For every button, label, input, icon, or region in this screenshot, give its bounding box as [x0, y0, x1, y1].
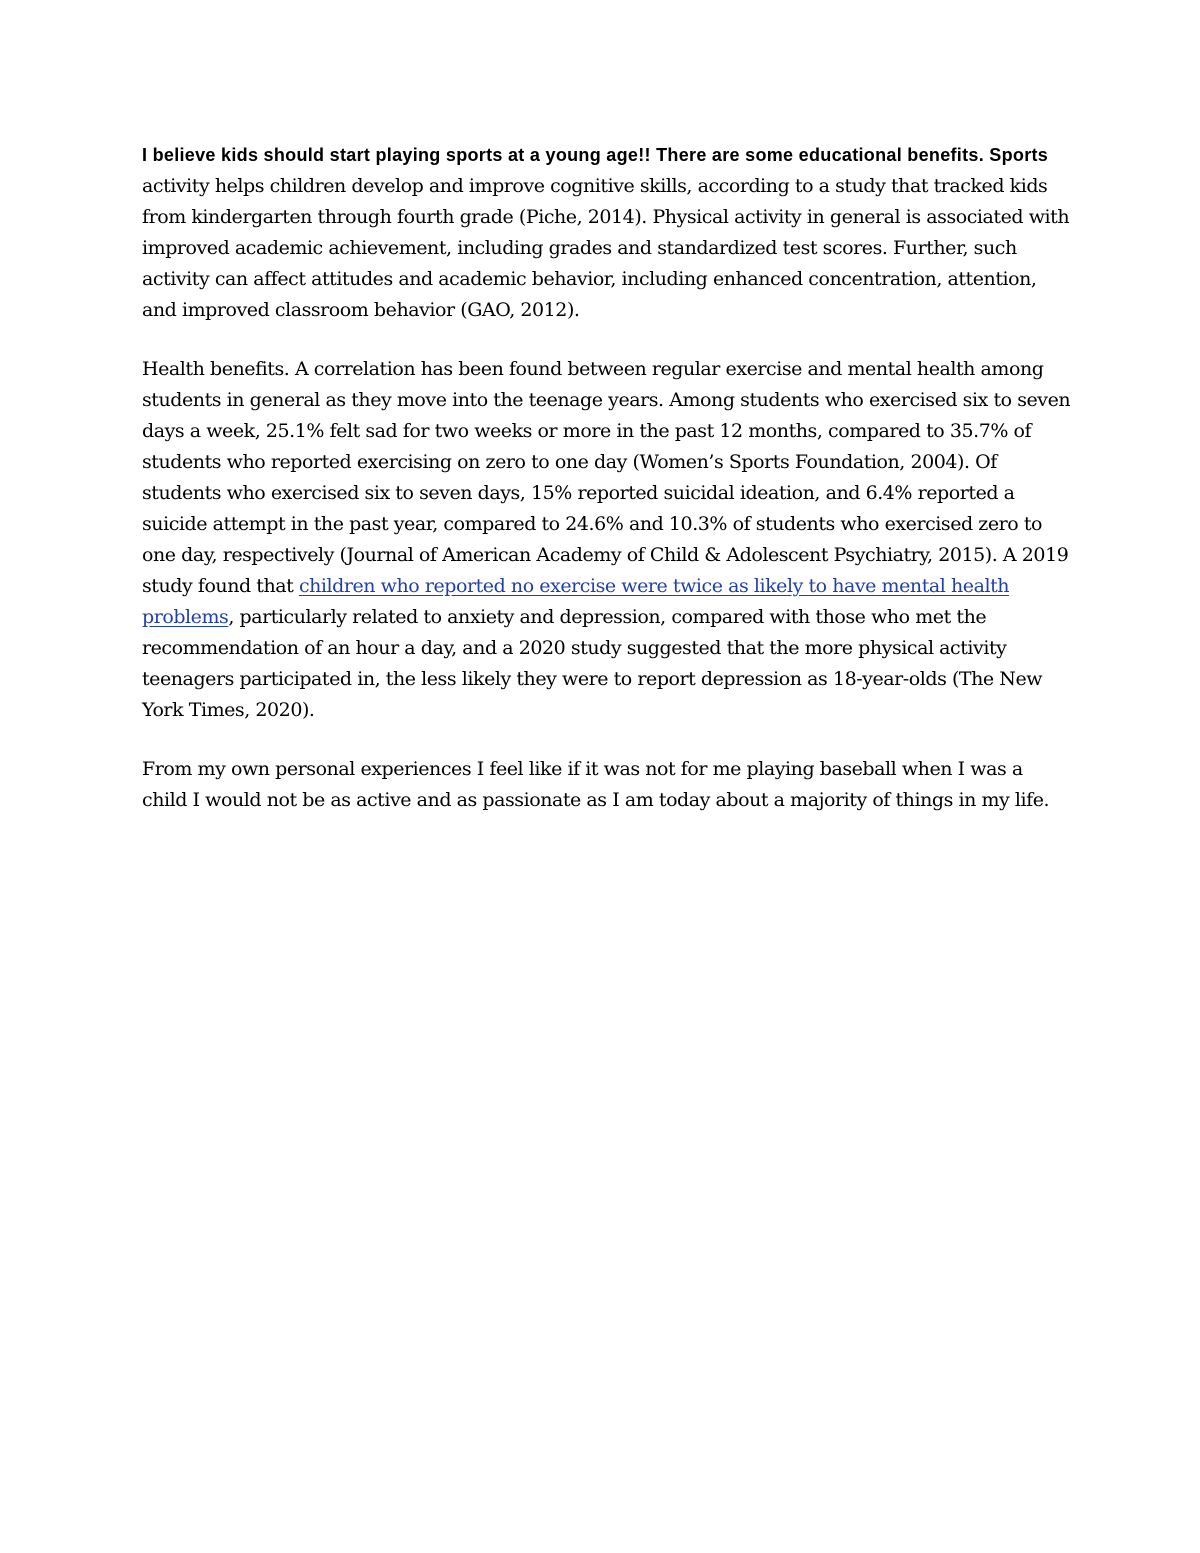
paragraph-educational-benefits [142, 140, 1072, 326]
intro-bold-text: I believe kids should start playing sports at a young age!! There are some educational benefits. Sports [142, 145, 1049, 165]
paragraph-health-benefits [142, 354, 1072, 726]
paragraph-2-text-before-link: Health benefits. A correlation has been found between regular exercise and mental health among students in general as they move into the teenage years. Among students who exercised six to seven days a week, 25.1% felt sad for two weeks or more in the past 12 months, compared to 35.7% of students who reported exercising on zero to one day (Women’s Sports Foundation, 2004). Of students who exercised six to seven days, 15% reported suicidal ideation, and 6.4% reported a suicide attempt in the past year, compared to 24.6% and 10.3% of students who exercised zero to one day, respectively (Journal of American Academy of Child & Adolescent Psychiatry, 2015). A 2019 study found that [142, 358, 1071, 597]
paragraph-3-body: From my own personal experiences I feel like if it was not for me playing baseball when I was a child I would not be as active and as passionate as I am today about a majority of things in my life. [142, 758, 1050, 811]
paragraph-1-body: activity helps children develop and improve cognitive skills, according to a study that tracked kids from kindergarten through fourth grade (Piche, 2014). Physical activity in general is associated with improved academic achievement, including grades and standardized test scores. Further, such activity can affect attitudes and academic behavior, including enhanced concentration, attention, and improved classroom behavior (GAO, 2012). [142, 175, 1070, 321]
document-page [142, 140, 1072, 816]
paragraph-2-text-after-link: , particularly related to anxiety and depression, compared with those who met the recommendation of an hour a day, and a 2020 study suggested that the more physical activity teenagers participated in, the less likely they were to report depression as 18-year-olds (The New York Times, 2020). [142, 606, 1043, 721]
mental-health-study-link[interactable]: children who reported no exercise were twice as likely to have mental health problems [142, 575, 1010, 628]
paragraph-personal-experience [142, 754, 1072, 816]
